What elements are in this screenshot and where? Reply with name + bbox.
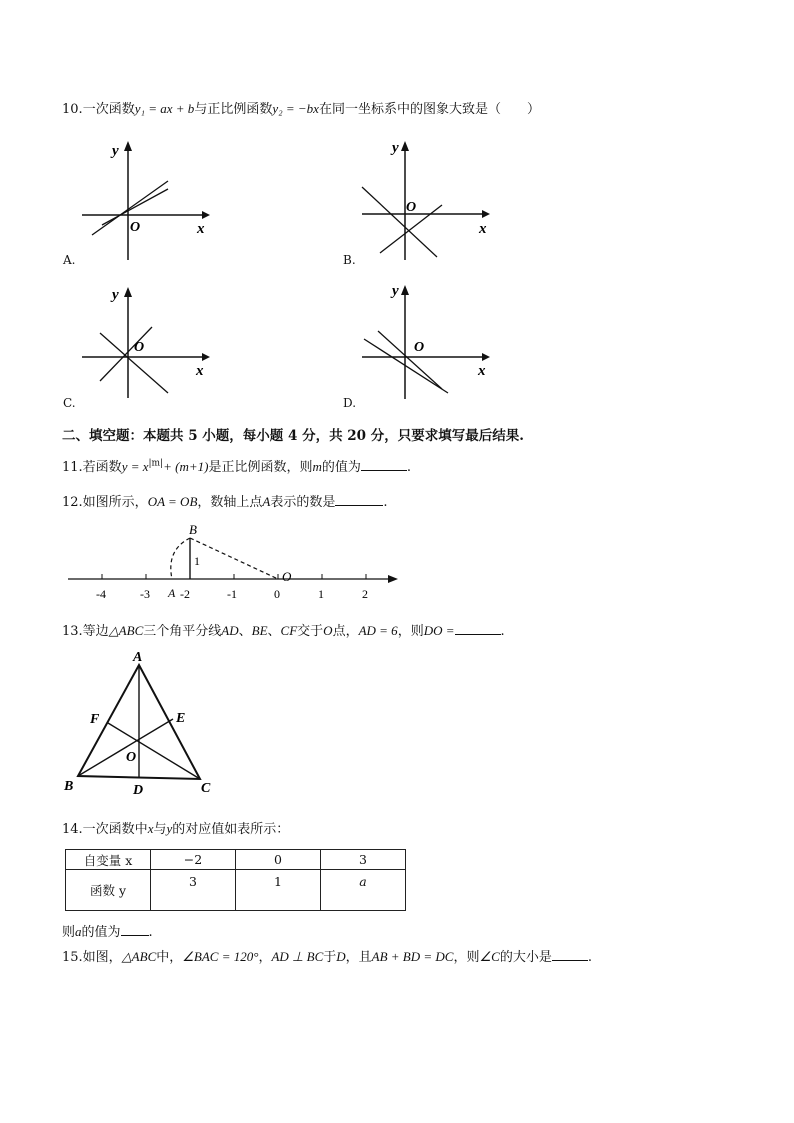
y-axis-label: y bbox=[392, 140, 399, 156]
origin-label: O bbox=[134, 340, 145, 355]
point-o-label: O bbox=[126, 750, 137, 765]
x-axis-label: x bbox=[197, 221, 205, 237]
triangle-figure bbox=[60, 646, 220, 798]
q11-exponent: |m| bbox=[148, 458, 164, 469]
q15-formula-5: AB + BD = DC bbox=[371, 949, 454, 964]
q14-text-2: 与 bbox=[153, 822, 167, 837]
q10-text-1: 一次函数 bbox=[82, 102, 135, 117]
point-d-label: D bbox=[133, 783, 144, 798]
q11-text-1: 11.若函数 bbox=[62, 460, 122, 475]
vertex-c-label: C bbox=[201, 781, 211, 796]
q13-formula-3: BE bbox=[251, 623, 268, 638]
option-a-label: A. bbox=[63, 253, 76, 267]
segment-length-label: 1 bbox=[194, 554, 200, 568]
q15-text-6: ，则 bbox=[453, 950, 480, 965]
q10-text-3: 在同一坐标系中的图象大致是（ ） bbox=[318, 102, 540, 117]
q13-formula-5: O bbox=[323, 623, 333, 638]
origin-label: O bbox=[130, 220, 141, 235]
question-number: 10. bbox=[62, 102, 83, 117]
option-d-graph bbox=[342, 277, 502, 403]
point-o-label: O bbox=[282, 569, 292, 584]
q10-formula-2: y₂ = −bx bbox=[272, 101, 319, 116]
q11-formula-2: + (m+1) bbox=[163, 459, 209, 474]
option-c-graph bbox=[62, 283, 222, 403]
q15-text-7: 的大小是 bbox=[499, 950, 552, 965]
q15-formula-4: D bbox=[336, 949, 346, 964]
q13-text-2: 三个角平分线 bbox=[143, 624, 222, 639]
x-axis-label: x bbox=[479, 221, 487, 237]
q15-text-5: ，且 bbox=[345, 950, 372, 965]
q11-formula-1: y = x bbox=[121, 459, 149, 474]
table-cell: 3 bbox=[321, 850, 406, 870]
vertex-a-label: A bbox=[133, 650, 143, 665]
table-cell: −2 bbox=[151, 850, 236, 870]
table-cell: 1 bbox=[236, 870, 321, 911]
q13-formula-6: AD = 6 bbox=[358, 623, 398, 638]
q13-text-1: 13.等边 bbox=[62, 624, 109, 639]
tick-label: -1 bbox=[227, 587, 237, 601]
q15-text-3: ， bbox=[258, 950, 272, 965]
q12-formula-2: A bbox=[262, 494, 271, 509]
point-f-label: F bbox=[90, 712, 100, 727]
tick-label: 1 bbox=[318, 587, 324, 601]
option-c-label: C. bbox=[63, 396, 76, 410]
section-heading: 二、填空题：本题共 5 小题，每小题 4 分，共 20 分，只要求填写最后结果. bbox=[62, 428, 524, 444]
point-a-label: A bbox=[168, 586, 176, 600]
question-15-stem: 15.如图，△ABC中，∠BAC = 120°，AD ⊥ BC于D，且AB + BD = DC，则∠C的大小是 . bbox=[62, 949, 592, 965]
q14-formula-2: y bbox=[166, 821, 173, 836]
q13-text-5: 交于 bbox=[297, 624, 324, 639]
question-12-stem: 12.如图所示，OA = OB，数轴上点A表示的数是 . bbox=[62, 494, 388, 510]
number-line-figure bbox=[62, 518, 407, 602]
answer-blank[interactable] bbox=[361, 458, 407, 471]
q13-text-3: 、 bbox=[238, 624, 252, 639]
q15-text-1: 15.如图， bbox=[62, 950, 122, 965]
table-cell: 自变量 x bbox=[66, 850, 151, 870]
option-b-label: B. bbox=[343, 253, 356, 267]
q12-text-3: 表示的数是 bbox=[270, 495, 336, 510]
q14-text-5: 的值为 bbox=[81, 925, 121, 940]
vertex-b-label: B bbox=[64, 779, 74, 794]
y-axis-label: y bbox=[392, 283, 399, 299]
answer-blank[interactable] bbox=[121, 923, 149, 936]
q15-text-2: 中， bbox=[156, 950, 183, 965]
q10-text-2: 与正比例函数 bbox=[194, 102, 273, 117]
table-cell: a bbox=[321, 870, 406, 911]
y-axis-label: y bbox=[112, 143, 119, 159]
point-b-label: B bbox=[189, 522, 197, 537]
option-b-graph bbox=[342, 135, 502, 265]
table-cell: 3 bbox=[151, 870, 236, 911]
q14-formula-4: a bbox=[75, 924, 82, 939]
option-a-graph bbox=[62, 135, 222, 265]
tick-label: 2 bbox=[362, 587, 368, 601]
question-13-stem: 13.等边△ABC三个角平分线AD、BE、CF交于O点，AD = 6，则DO = . bbox=[62, 623, 505, 639]
tick-label: -3 bbox=[140, 587, 150, 601]
table-cell: 0 bbox=[236, 850, 321, 870]
q14-text-3: 的对应值如表所示： bbox=[172, 822, 290, 837]
q10-formula-1: y₁ = ax + b bbox=[134, 101, 195, 116]
question-10-stem bbox=[62, 98, 540, 117]
q15-formula-6: ∠C bbox=[479, 949, 500, 964]
question-14-answer-line: 则a的值为 . bbox=[62, 924, 153, 940]
tick-label: 0 bbox=[274, 587, 280, 601]
option-d-label: D. bbox=[343, 396, 357, 410]
tick-label: -2 bbox=[180, 587, 190, 601]
origin-label: O bbox=[414, 340, 425, 355]
q11-text-3: 的值为 bbox=[321, 460, 361, 475]
answer-blank[interactable] bbox=[455, 622, 501, 635]
question-11-stem: 11.若函数$y = x^{|m|}+ (m+1)$是正比例函数，则m的值为 . bbox=[62, 458, 412, 475]
q14-formula-1: x bbox=[147, 821, 154, 836]
question-14-stem bbox=[62, 818, 289, 837]
q13-text-7: ，则 bbox=[397, 624, 424, 639]
table-row bbox=[66, 870, 406, 911]
q13-formula-2: AD bbox=[221, 623, 239, 638]
q14-text-1: 14.一次函数中 bbox=[62, 822, 148, 837]
q13-text-6: 点， bbox=[332, 624, 359, 639]
q15-formula-1: △ABC bbox=[121, 949, 157, 964]
x-axis-label: x bbox=[478, 363, 486, 379]
q12-formula-1: OA = OB bbox=[147, 494, 198, 509]
q15-formula-3: AD ⊥ BC bbox=[271, 949, 324, 964]
q14-text-4: 则 bbox=[62, 925, 76, 940]
answer-blank[interactable] bbox=[552, 948, 588, 961]
q13-formula-7: DO = bbox=[423, 623, 455, 638]
x-axis-label: x bbox=[196, 363, 204, 379]
table-cell: 函数 y bbox=[66, 870, 151, 911]
q13-formula-4: CF bbox=[280, 623, 298, 638]
y-axis-label: y bbox=[112, 287, 119, 303]
value-table bbox=[65, 849, 406, 911]
q13-text-4: 、 bbox=[267, 624, 281, 639]
q13-formula-1: △ABC bbox=[108, 623, 144, 638]
q11-text-2: 是正比例函数，则 bbox=[208, 460, 313, 475]
q12-text-2: ，数轴上点 bbox=[197, 495, 263, 510]
table-row bbox=[66, 850, 406, 870]
q15-text-4: 于 bbox=[323, 950, 337, 965]
origin-label: O bbox=[406, 200, 417, 215]
point-e-label: E bbox=[176, 711, 186, 726]
q11-formula-3: m bbox=[312, 459, 322, 474]
q15-formula-2: ∠BAC = 120° bbox=[182, 949, 259, 964]
tick-label: -4 bbox=[96, 587, 106, 601]
q12-text-1: 12.如图所示， bbox=[62, 495, 148, 510]
answer-blank[interactable] bbox=[335, 493, 383, 506]
